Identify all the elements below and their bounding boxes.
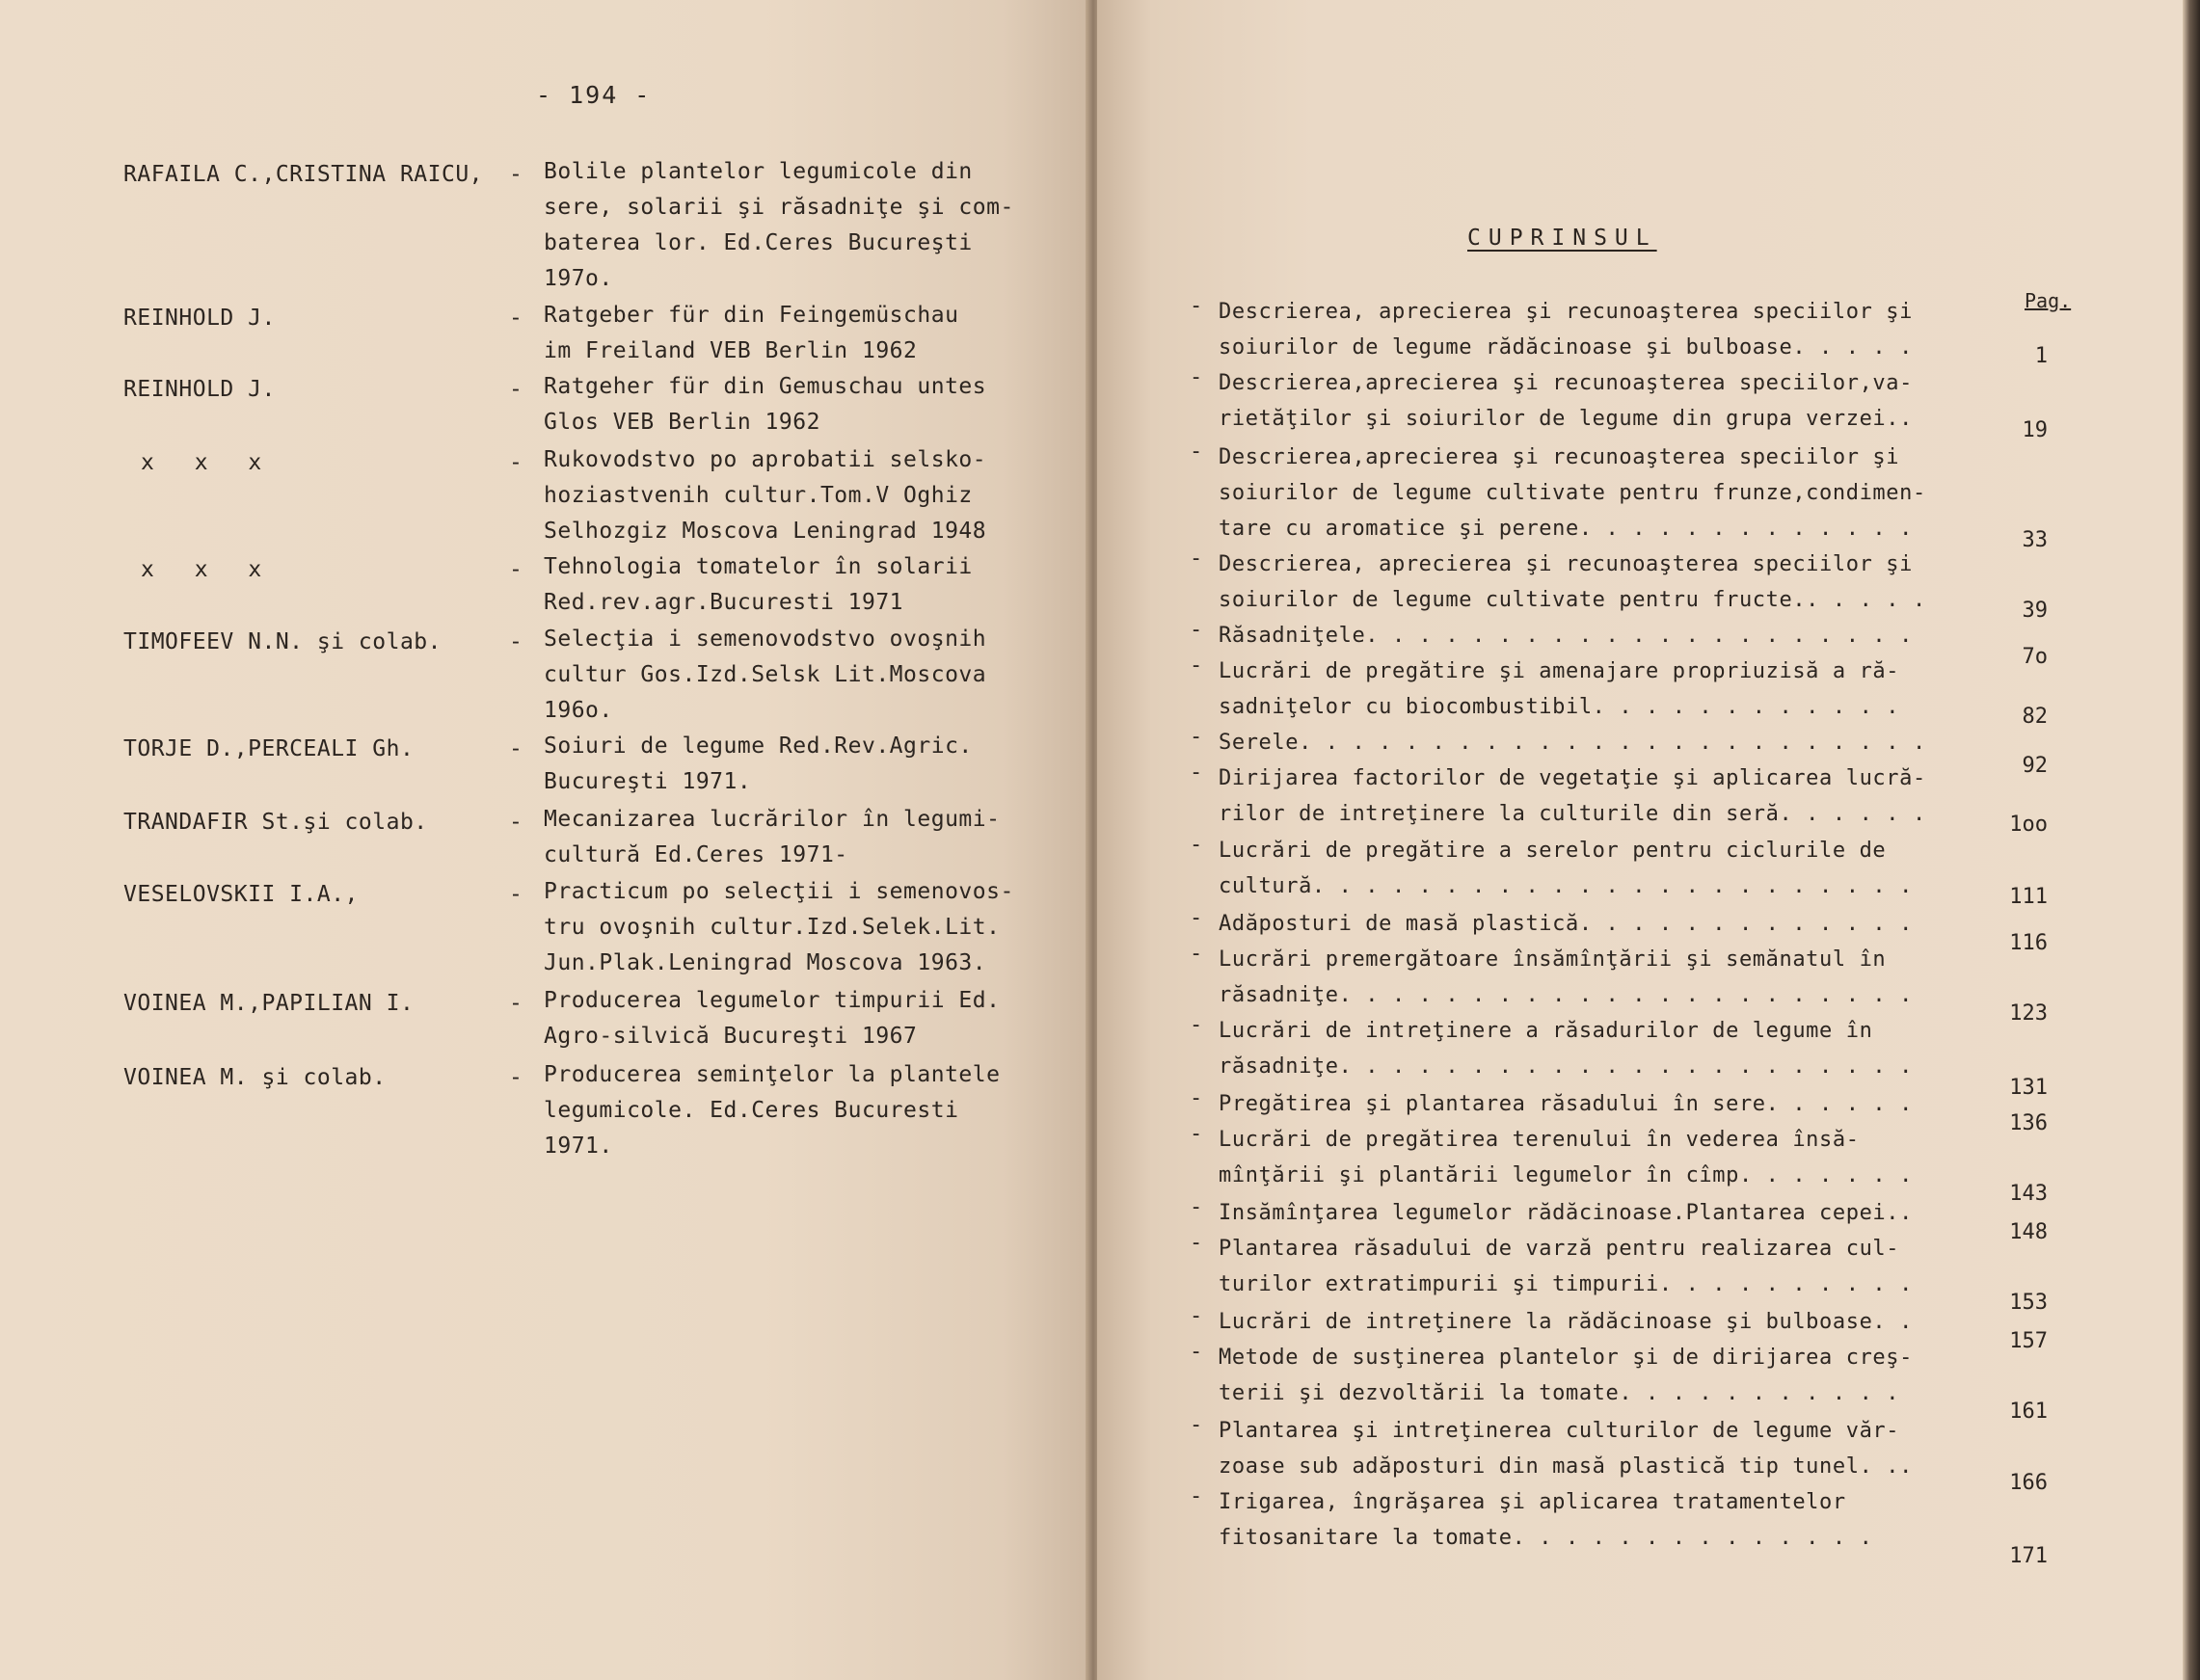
bibliography-author: TORJE D.,PERCEALI Gh. (123, 736, 415, 761)
toc-entry-page: 166 (2009, 1471, 2048, 1495)
toc-entry-text: Descrierea, aprecierea şi recunoaşterea speciilor şi soiurilor de legume cultivate pentru fructe.. . . . . (1219, 552, 1926, 612)
toc-entry-text: Lucrări premergătoare însămînţării şi semănatul în răsadniţe. . . . . . . . . . . . . . . . . . . . . . (1219, 947, 1913, 1007)
toc-entry-page: 116 (2009, 931, 2048, 955)
toc-entry-text: Lucrări de pregătire şi amenajare propriuzisă a ră- sadniţelor cu biocombustibil. . . . . . . . . . . . (1219, 659, 1900, 719)
toc-entry-text: Lucrări de intreţinere a răsadurilor de legume în răsadniţe. . . . . . . . . . . . . . . . . . . . . . (1219, 1019, 1913, 1079)
bibliography-title: Tehnologia tomatelor în solarii Red.rev.agr.Bucuresti 1971 (544, 554, 973, 615)
toc-entry-page: 171 (2009, 1544, 2048, 1568)
toc-entry-text: Lucrări de intreţinere la rădăcinoase şi bulboase. . (1219, 1310, 1913, 1334)
bibliography-author: VOINEA M.,PAPILIAN I. (123, 991, 415, 1016)
toc-entry-text: Lucrări de pregătire a serelor pentru ciclurile de cultură. . . . . . . . . . . . . . . . . . . . . . . (1219, 839, 1913, 898)
bibliography-title: Practicum po selecţii i semenovos- tru ovoşnih cultur.Izd.Selek.Lit. Jun.Plak.Leningrad Moscova 1963. (544, 879, 1014, 975)
toc-entry-text: Pregătirea şi plantarea răsadului în sere. . . . . . (1219, 1092, 1913, 1116)
toc-entry-page: 7o (2022, 645, 2048, 669)
toc-title: CUPRINSUL (1467, 226, 1657, 251)
bibliography-title: Bolile plantelor legumicole din sere, solarii şi răsadniţe şi com- baterea lor. Ed.Ceres Bucureşti 197o. (544, 159, 1014, 291)
bibliography-author: VESELOVSKII I.A., (123, 882, 359, 907)
bibliography-title: Ratgeber für din Feingemüschau im Freiland VEB Berlin 1962 (544, 303, 959, 363)
bibliography-dash: - (509, 736, 523, 761)
toc-entry-page: 19 (2022, 418, 2048, 442)
bibliography-title: Selecţia i semenovodstvo ovoşnih cultur Gos.Izd.Selsk Lit.Moscova 196o. (544, 627, 987, 723)
toc-dash: - (1190, 365, 1203, 389)
toc-entry-page: 161 (2009, 1400, 2048, 1424)
bibliography-title: Producerea legumelor timpurii Ed. Agro-silvică Bucureşti 1967 (544, 988, 1001, 1049)
toc-dash: - (1190, 1013, 1203, 1037)
toc-dash: - (1190, 294, 1203, 318)
toc-dash: - (1190, 547, 1203, 571)
bibliography-author: x x x (141, 450, 276, 475)
toc-page-column-label: Pag. (2025, 289, 2072, 312)
bibliography-dash: - (509, 377, 523, 402)
toc-dash: - (1190, 1195, 1203, 1219)
bibliography-title: Ratgeher für din Gemuschau untes Glos VEB Berlin 1962 (544, 374, 987, 435)
toc-dash: - (1190, 760, 1203, 785)
toc-entry-page: 143 (2009, 1182, 2048, 1206)
toc-entry-page: 136 (2009, 1111, 2048, 1135)
bibliography-title: Producerea seminţelor la plantele legumicole. Ed.Ceres Bucuresti 1971. (544, 1062, 1001, 1159)
toc-entry-text: Plantarea răsadului de varză pentru realizarea cul- turilor extratimpurii şi timpurii. . . . . . . . . . (1219, 1237, 1913, 1296)
bibliography-dash: - (509, 629, 523, 654)
toc-entry-page: 148 (2009, 1220, 2048, 1244)
bibliography-title: Rukovodstvo po aprobatii selsko- hoziastvenih cultur.Tom.V Oghiz Selhozgiz Moscova Leningrad 1948 (544, 447, 987, 544)
bibliography-dash: - (509, 450, 523, 475)
toc-entry-text: Irigarea, îngrăşarea şi aplicarea tratamentelor fitosanitare la tomate. . . . . . . . . . . . . . (1219, 1490, 1873, 1550)
toc-entry-text: Dirijarea factorilor de vegetaţie şi aplicarea lucră- rilor de intreţinere la culturile din seră. . . . . . (1219, 766, 1926, 826)
toc-dash: - (1190, 833, 1203, 857)
toc-entry-page: 92 (2022, 754, 2048, 778)
toc-dash: - (1190, 440, 1203, 464)
toc-dash: - (1190, 725, 1203, 749)
toc-dash: - (1190, 618, 1203, 642)
bibliography-author: TIMOFEEV N.N. şi colab. (123, 629, 442, 654)
toc-entry-text: Răsadniţele. . . . . . . . . . . . . . . . . . . . . (1219, 624, 1913, 648)
page-number: - 194 - (536, 81, 652, 109)
bibliography-author: RAFAILA C.,CRISTINA RAICU, (123, 162, 484, 187)
toc-entry-text: Descrierea, aprecierea şi recunoaşterea speciilor şi soiurilor de legume rădăcinoase şi bulboase. . . . . (1219, 300, 1913, 360)
toc-entry-page: 82 (2022, 705, 2048, 729)
toc-dash: - (1190, 653, 1203, 678)
toc-entry-page: 39 (2022, 599, 2048, 623)
toc-entry-page: 153 (2009, 1291, 2048, 1315)
toc-dash: - (1190, 1340, 1203, 1364)
toc-dash: - (1190, 906, 1203, 930)
bibliography-dash: - (509, 991, 523, 1016)
toc-dash: - (1190, 942, 1203, 966)
bibliography-dash: - (509, 882, 523, 907)
toc-dash: - (1190, 1122, 1203, 1146)
bibliography-author: x x x (141, 557, 276, 582)
bibliography-dash: - (509, 162, 523, 187)
toc-entry-page: 1 (2034, 344, 2048, 368)
toc-dash: - (1190, 1304, 1203, 1328)
bibliography-author: TRANDAFIR St.şi colab. (123, 810, 428, 835)
toc-entry-text: Insămînţarea legumelor rădăcinoase.Plantarea cepei.. (1219, 1201, 1913, 1225)
toc-dash: - (1190, 1484, 1203, 1508)
toc-entry-page: 157 (2009, 1329, 2048, 1353)
bibliography-dash: - (509, 1065, 523, 1090)
bibliography-author: VOINEA M. şi colab. (123, 1065, 387, 1090)
toc-entry-page: 33 (2022, 528, 2048, 552)
bibliography-title: Soiuri de legume Red.Rev.Agric. Bucureşti 1971. (544, 733, 973, 794)
toc-entry-text: Adăposturi de masă plastică. . . . . . . . . . . . . (1219, 912, 1913, 936)
toc-entry-text: Descrierea,aprecierea şi recunoaşterea speciilor şi soiurilor de legume cultivate pentru frunze,condimen- tare cu aromatice şi perene. . . . . . . . . . . . . (1219, 445, 1926, 541)
bibliography-author: REINHOLD J. (123, 306, 276, 331)
toc-dash: - (1190, 1086, 1203, 1110)
toc-entry-text: Plantarea şi intreţinerea culturilor de legume văr- zoase sub adăposturi din masă plastică tip tunel. .. (1219, 1419, 1913, 1479)
bibliography-dash: - (509, 557, 523, 582)
toc-dash: - (1190, 1231, 1203, 1255)
bibliography-dash: - (509, 810, 523, 835)
toc-dash: - (1190, 1413, 1203, 1437)
toc-entry-text: Descrierea,aprecierea şi recunoaşterea speciilor,va- rietăţilor şi soiurilor de legume din grupa verzei.. (1219, 371, 1913, 431)
toc-entry-page: 1oo (2009, 813, 2048, 837)
page-edge (2183, 0, 2200, 1680)
bibliography-dash: - (509, 306, 523, 331)
bibliography-title: Mecanizarea lucrărilor în legumi- cultură Ed.Ceres 1971- (544, 807, 1001, 867)
bibliography-author: REINHOLD J. (123, 377, 276, 402)
toc-entry-text: Lucrări de pregătirea terenului în vederea însă- mînţării şi plantării legumelor în cîmp. . . . . . . (1219, 1128, 1913, 1187)
toc-entry-page: 131 (2009, 1076, 2048, 1100)
toc-entry-page: 111 (2009, 885, 2048, 909)
toc-entry-text: Metode de susţinerea plantelor şi de dirijarea creş- terii şi dezvoltării la tomate. . . . . . . . . . . (1219, 1346, 1913, 1405)
toc-entry-text: Serele. . . . . . . . . . . . . . . . . . . . . . . . (1219, 731, 1926, 755)
toc-entry-page: 123 (2009, 1001, 2048, 1026)
